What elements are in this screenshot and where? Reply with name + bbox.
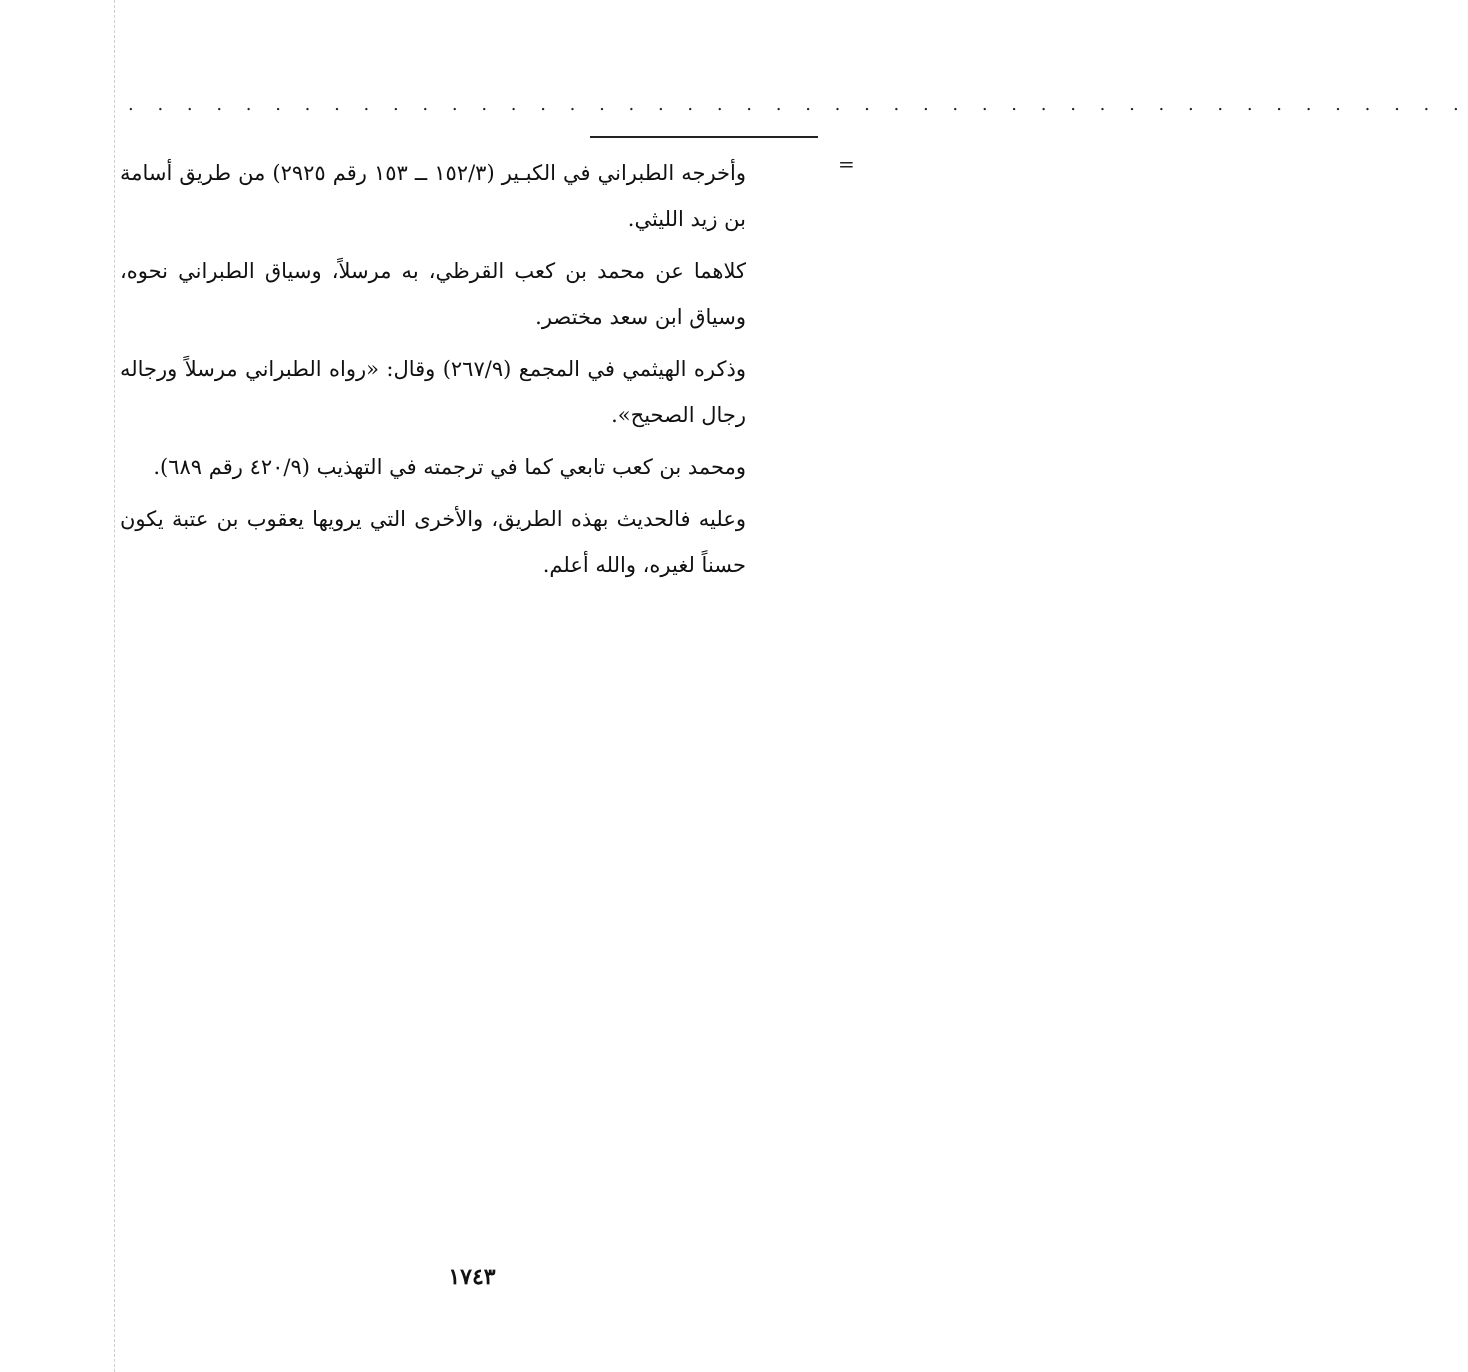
page-number: ١٧٤٣ (448, 1264, 496, 1290)
footnote-body (120, 150, 746, 594)
paragraph-3: وذكره الهيثمي في المجمع (٢٦٧/٩) وقال: «رواه الطبراني مرسلاً ورجاله رجال الصحيح». (120, 357, 746, 427)
paragraph-4: ومحمد بن كعب تابعي كما في ترجمته في التهذيب (٤٢٠/٩ رقم ٦٨٩). (153, 455, 746, 479)
paragraph-5: وعليه فالحديث بهذه الطريق، والأخرى التي يرويها يعقوب بن عتبة يكون حسناً لغيره، والله أعلم. (120, 507, 746, 577)
paragraph-1: وأخرجه الطبراني في الكبـير (١٥٢/٣ ــ ١٥٣ رقم ٢٩٢٥) من طريق أسامة بن زيد الليثي. (120, 161, 746, 231)
paragraph-2: كلاهما عن محمد بن كعب القرظي، به مرسلاً، وسياق الطبراني نحوه، وسياق ابن سعد مختصر. (120, 259, 746, 329)
dotted-separator: . . . . . . . . . . . . . . . . . . . . . . . . . . . . . . . . . . . . . . . . . . . . . . (128, 94, 1468, 115)
continuation-mark: = (838, 152, 855, 176)
footnote-separator-rule (590, 136, 818, 138)
page-gutter-line (114, 0, 115, 1372)
